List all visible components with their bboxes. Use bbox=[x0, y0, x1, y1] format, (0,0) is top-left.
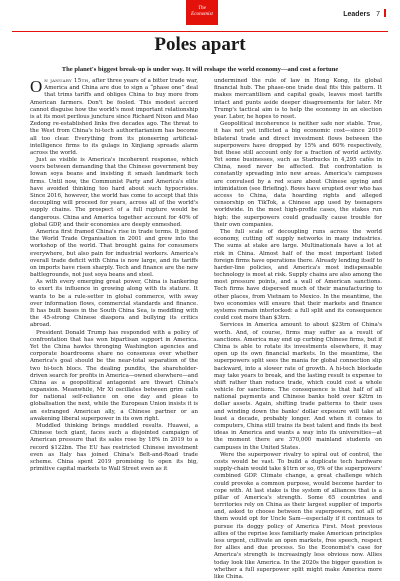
body-paragraph bbox=[30, 423, 198, 473]
body-paragraph bbox=[30, 78, 198, 157]
paragraph-text: Just as visible is America's incoherent response, which veers between demanding that the Chinese government buy Iowan soya beans and insisting it smash landmark tech firms. Until now, the Communist Party and America's elite have avoided thinking too hard about such hypocrisies. Since 2016, however, the world has come to accept that this decoupling will proceed for years, across all of the world's supply chains. The prospect of a full rupture would be dangerous. China and America together account for 40% of global GDP, and their economies are deeply enmeshed. bbox=[30, 157, 198, 228]
folio-accent-bar bbox=[384, 9, 386, 17]
body-paragraph bbox=[214, 322, 382, 451]
paragraph-text: Services in America amount to about $23trn of China's worth. And, of course, firms may suffer as a result of sanctions. America may end up curbing Chinese firms, but if China is able to rotate its investments elsewhere, it may open up its own financial markets. In the meantime, the superpowers split sees the mania for global connection slip backward, into a slower rate of growth. A hi-tech blockade may take years to break, and the lasting result is expense to shift rather than reduce trade, which could cost a whole vehicle for sanctions. The consequence is that half of all national payments and Chinese banks hold over $2trn in dollar assets. Again, shifting trade patterns to their uses and winding down the banks' dollar exposure will take at least a decade, probably longer. And when it comes to computers, China still trains its best talent and finds its best ideas in America and wants a way into its universities—at the moment there are 370,000 mainland students on campuses in the United States. bbox=[214, 322, 382, 451]
paragraph-text: America first framed China's rise in trade terms. It joined the World Trade Organisation in 2001 and grew into the workshop of the world. That brought gains for consumers everywhere, but also pain for industrial workers. America's overall trade deficit with China is now large, and its tariffs on imports have risen sharply. Tech and finance are the new battlegrounds, not just soya beans and steel. bbox=[30, 228, 198, 279]
economist-logo[interactable] bbox=[186, 0, 218, 25]
body-paragraph bbox=[214, 121, 382, 229]
paragraph-text: Geopolitical incoherence is neither safe nor stable. True, it has not yet inflicted a big economic cost—since 2019 bilateral trade and direct investment flows between the superpowers have dropped by 15% and 60% respectively, but these still account only for a fraction of world activity. Yet some businesses, such as Starbucks in 4,295 cafés in China, need never be affected. But confrontation is constantly spreading into new areas. America's campuses are convulsed by a red scare about Chinese spying and intimidation (see Briefing). Rows have erupted over who has access to China, data hoarding rights and alleged censorship on TikTok, a Chinese app used by teenagers worldwide. In the most high-profile cases, the stakes run high: the superpowers could gradually cause trouble for their own companies. bbox=[214, 121, 382, 228]
logo-line-2: Economist bbox=[191, 11, 213, 17]
body-paragraph bbox=[214, 229, 382, 322]
column-left bbox=[30, 78, 198, 514]
paragraph-text: Muddled thinking brings muddled results. Huawei, a Chinese tech giant, faces such a disjointed campaign of American pressure that its sales rose by 18% in 2019 to a record $122bn. The EU has restricted Chinese investment even as Italy has joined China's Belt-and-Road trade scheme. China spent 2019 promising to open its big, primitive capital markets to Wall Street even as it bbox=[30, 423, 198, 473]
header-rule bbox=[12, 31, 388, 32]
article-headline: Poles apart bbox=[154, 34, 246, 55]
paragraph-text: The full scale of decoupling runs across the world economy, cutting off supply networks in many industries. The sums at stake are large. Multinationals have a lot at risk in China. Almost half of the most important listed foreign firms have operations there. Already lending itself to harder-line policies, and America's most indispensable technology is most at risk. Supply chains are also among the most pressure points, and a wall of American sanctions. Tech firms have dispersed much of their manufacturing to other places, from Vietnam to Mexico. In the meantime, the two economies will ensure that their markets and finance systems remain interlocked: a full split and its consequence could cost more than $3trn. bbox=[214, 228, 382, 322]
paragraph-text: after three years of a bitter trade war, America and China are due to sign a “phase one” deal that trims tariffs and obliges China to buy more from American farmers. Don't be fooled. This modest accord cannot disguise how the world's most important relationship is at its most perilous juncture since Richard Nixon and Mao Zedong re-established links five decades ago. The threat to the West from China's hi-tech authoritarianism has become all too clear. Everything from its pioneering artificial-intelligence firms to its gulags in Xinjiang spreads alarm across the world. bbox=[30, 78, 198, 156]
paragraph-text: undermined the rule of law in Hong Kong, its global financial hub. The phase-one trade deal fits this pattern. It makes mercantilism and capital goals, leaves most tariffs intact and punts aside deeper disagreements for later. Mr Trump's tactical aim is to help the economy in an election year. Later, he hopes to reset. bbox=[214, 78, 382, 120]
body-paragraph bbox=[214, 452, 382, 581]
paragraph-text: As with every emerging great power, China is hankering to exert its influence in growing along with its stature. It wants to be a rule-setter in global commerce, with sway over information flows, commercial standards and finance. It has built bases in the South China Sea, is meddling with the 45-strong Chinese diaspora and bullying its critics abroad. bbox=[30, 279, 198, 329]
body-paragraph bbox=[30, 330, 198, 423]
section-name: Leaders bbox=[343, 11, 371, 18]
body-paragraph bbox=[30, 157, 198, 229]
article-body bbox=[30, 77, 382, 580]
column-right bbox=[214, 78, 382, 580]
body-paragraph bbox=[214, 78, 382, 121]
page-number: 7 bbox=[376, 11, 380, 18]
body-paragraph bbox=[30, 279, 198, 329]
body-paragraph bbox=[30, 229, 198, 279]
drop-cap: O bbox=[30, 77, 43, 96]
page-folio bbox=[343, 9, 386, 18]
paragraph-text: Were the superpower rivalry to spiral out of control, the costs would be vast. To build a duplicate tech hardware supply-chain would take $1trn or so, 6% of the superpowers' combined GDP. Climate change, a great challenge which could provoke a common purpose, would become harder to cope with. At last stake is the system of alliances that is a pillar of America's strength. Some 65 countries and territories rely on China as their largest supplier of imports and, asked to choose between the superpowers, not all of them would opt for Uncle Sam—especially if it continues to pursue its doggy policy of America First. Most previous allies of the reprise less familiarly make American principles less urgent, cultivate an open markets, free speech, respect for allies and due process. So the Economist's case for America's strength is increasingly less obvious now. Allies today look like America. In the 2020s the bigger question is whether a full superpower split might make America more like China. bbox=[214, 451, 382, 580]
paragraph-text: President Donald Trump has responded with a policy of confrontation that has won bipartisan support in America. Yet the China hawks thronging Washington agencies and corporate boardrooms share no consensus over whether America's goal should be the near-total separation of the two hi-tech blocs. The dealing pundits, the shareholder-driven search for profits in America—owned elsewhere—and China as a geopolitical antagonist are thwart China's expansion. Meanwhile, Mr Xi oscillates between grim calls for national self-reliance on one day and pleas to globalisation the next, while the European Union insists it is an estranged American ally, a Chinese partner or an awakening liberal superpower in its own right. bbox=[30, 329, 198, 422]
lead-in: n january 15th, bbox=[44, 78, 91, 84]
article-rubric: The planet's biggest break-up is under way. It will reshape the world economy—and cost a fortune bbox=[61, 66, 339, 73]
logo-line-1: The bbox=[198, 5, 206, 11]
